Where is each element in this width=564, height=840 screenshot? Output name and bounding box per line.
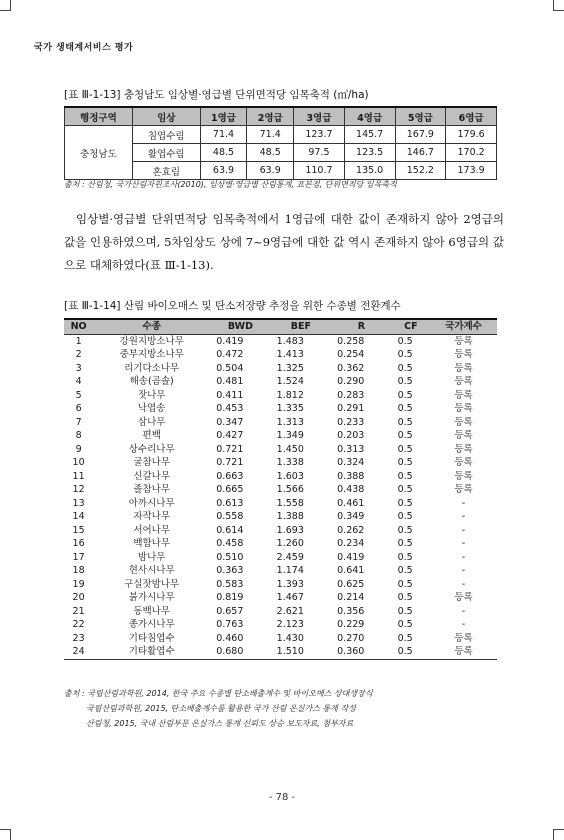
- species-cell: 현사시나무: [128, 565, 175, 577]
- value-cell: 63.9: [247, 162, 294, 180]
- bwd-cell: 0.453: [216, 403, 244, 415]
- table2-header-cell: CF: [392, 319, 430, 334]
- table2-header-cell: BWD: [210, 319, 270, 334]
- species-cell: 리기다소나무: [124, 362, 180, 374]
- bef-cell: 1.566: [276, 484, 304, 496]
- table-row: [64, 348, 497, 362]
- r-cell: 0.234: [337, 538, 365, 550]
- bwd-cell: 0.819: [216, 592, 244, 604]
- table1-header-cell: 임상: [132, 107, 200, 126]
- table-row: [64, 362, 497, 376]
- no-cell: 23: [72, 632, 85, 644]
- r-cell: 0.258: [337, 335, 365, 347]
- cf-cell: 0.5: [397, 538, 413, 550]
- source-line: 출처 : 국립산림과학원, 2014, 한국 주요 수종별 탄소배출계수 및 바이오매스 상대생장식: [64, 689, 373, 698]
- bwd-cell: 0.665: [216, 484, 244, 496]
- table2-header-cell: R: [331, 319, 391, 334]
- bwd-cell: 0.614: [216, 524, 244, 536]
- value-cell: 71.4: [247, 126, 294, 144]
- value-cell: 173.9: [446, 162, 497, 180]
- cf-cell: 0.5: [397, 376, 413, 388]
- national-factor-cell: 등록: [454, 403, 473, 415]
- value-cell: 167.9: [395, 126, 446, 144]
- species-cell: 기타활엽수: [93, 645, 210, 659]
- cf-cell: 0.5: [397, 565, 413, 577]
- table2-source-notes: [64, 686, 373, 731]
- bwd-cell: 0.663: [216, 470, 244, 482]
- crop-mark-top-left: [0, 0, 11, 11]
- no-cell: 8: [75, 430, 82, 442]
- species-cell: 강원지방소나무: [119, 335, 184, 347]
- species-cell: 종가시나무: [128, 619, 175, 631]
- forest-type-cell: 혼효림: [132, 162, 200, 180]
- table-row: [64, 524, 497, 538]
- value-cell: 48.5: [200, 144, 247, 162]
- species-cell: 구실잣밤나무: [124, 578, 180, 590]
- bef-cell: 1.450: [276, 443, 304, 455]
- bef-cell: 1.335: [276, 403, 304, 415]
- source-line: 산림청, 2015, 국내 산림부문 온실가스 통계 신뢰도 상승 보도자료, 첨부자료: [86, 719, 354, 728]
- cf-cell: 0.5: [397, 470, 413, 482]
- no-cell: 12: [72, 484, 85, 496]
- table1-header-cell: 5영급: [395, 107, 446, 126]
- bwd-cell: 0.558: [216, 511, 244, 523]
- value-cell: 146.7: [395, 144, 446, 162]
- value-cell: 110.7: [294, 162, 345, 180]
- table-row: [64, 483, 497, 497]
- bef-cell: 2.123: [276, 619, 304, 631]
- national-factor-cell: 등록: [454, 457, 473, 469]
- no-cell: 24: [64, 645, 93, 659]
- national-factor-cell: 등록: [454, 484, 473, 496]
- species-cell: 백합나무: [133, 538, 171, 550]
- table-row: [64, 537, 497, 551]
- no-cell: 10: [72, 457, 85, 469]
- r-cell: 0.461: [337, 497, 365, 509]
- bwd-cell: 0.472: [216, 349, 244, 361]
- table1-header-row: [65, 107, 497, 126]
- cf-cell: 0.5: [397, 578, 413, 590]
- table1-header-cell: 3영급: [294, 107, 345, 126]
- bef-cell: 1.510: [271, 645, 331, 659]
- cf-cell: 0.5: [397, 619, 413, 631]
- national-factor-cell: 등록: [454, 632, 473, 644]
- species-cell: 서어나무: [133, 524, 171, 536]
- table-row: [64, 605, 497, 619]
- cf-cell: 0.5: [397, 484, 413, 496]
- species-cell: 기타침엽수: [128, 632, 175, 644]
- table-row: [64, 578, 497, 592]
- no-cell: 2: [75, 349, 82, 361]
- no-cell: 11: [72, 470, 85, 482]
- cf-cell: 0.5: [397, 389, 413, 401]
- bwd-cell: 0.763: [216, 619, 244, 631]
- cf-cell: 0.5: [397, 349, 413, 361]
- value-cell: 48.5: [247, 144, 294, 162]
- no-cell: 6: [75, 403, 82, 415]
- table-row: [64, 470, 497, 484]
- bwd-cell: 0.347: [216, 416, 244, 428]
- table-row: [64, 497, 497, 511]
- no-cell: 1: [75, 335, 82, 347]
- species-cell: 잣나무: [137, 389, 166, 401]
- table1-stand-volume: [64, 106, 497, 180]
- bef-cell: 1.313: [276, 416, 304, 428]
- cf-cell: 0.5: [397, 632, 413, 644]
- value-cell: 152.2: [395, 162, 446, 180]
- cf-cell: 0.5: [397, 335, 413, 347]
- bwd-cell: 0.613: [216, 497, 244, 509]
- cf-cell: 0.5: [397, 551, 413, 563]
- table1-header-cell: 6영급: [446, 107, 497, 126]
- table2-header-cell: BEF: [271, 319, 331, 334]
- bef-cell: 1.325: [276, 362, 304, 374]
- bwd-cell: 0.680: [210, 645, 270, 659]
- table1-header-cell: 행정구역: [65, 107, 133, 126]
- national-factor-cell: 등록: [454, 430, 473, 442]
- no-cell: 17: [72, 551, 85, 563]
- crop-mark-bottom-left: [0, 829, 11, 840]
- bwd-cell: 0.460: [216, 632, 244, 644]
- bef-cell: 1.388: [276, 511, 304, 523]
- no-cell: 18: [72, 565, 85, 577]
- value-cell: 123.5: [344, 144, 395, 162]
- r-cell: 0.438: [337, 484, 365, 496]
- bwd-cell: 0.721: [216, 457, 244, 469]
- value-cell: 123.7: [294, 126, 345, 144]
- cf-cell: 0.5: [397, 416, 413, 428]
- no-cell: 22: [72, 619, 85, 631]
- bwd-cell: 0.411: [216, 389, 244, 401]
- value-cell: 71.4: [200, 126, 247, 144]
- table-row: [64, 645, 497, 659]
- bef-cell: 1.174: [276, 565, 304, 577]
- bwd-cell: 0.363: [216, 565, 244, 577]
- cf-cell: 0.5: [397, 457, 413, 469]
- crop-mark-top-right: [553, 0, 564, 11]
- page-number: - 78 -: [268, 792, 296, 803]
- r-cell: 0.233: [337, 416, 365, 428]
- table-row: [64, 416, 497, 430]
- table-row: [64, 389, 497, 403]
- table-row: [64, 618, 497, 632]
- bwd-cell: 0.510: [216, 551, 244, 563]
- value-cell: 63.9: [200, 162, 247, 180]
- source-line: 국립산림과학원, 2015, 탄소배출계수를 활용한 국가 산림 온실가스 통계 작성: [86, 704, 356, 713]
- bwd-cell: 0.657: [216, 605, 244, 617]
- bwd-cell: 0.481: [216, 376, 244, 388]
- national-factor-cell: -: [461, 511, 466, 523]
- national-factor-cell: 등록: [454, 416, 473, 428]
- no-cell: 20: [72, 592, 85, 604]
- table1-header-cell: 1영급: [200, 107, 247, 126]
- species-cell: 동백나무: [133, 605, 171, 617]
- no-cell: 4: [75, 376, 82, 388]
- table2-header-cell: 수종: [93, 319, 210, 334]
- bef-cell: 1.524: [276, 376, 304, 388]
- bwd-cell: 0.458: [216, 538, 244, 550]
- value-cell: 170.2: [446, 144, 497, 162]
- national-factor-cell: 등록: [454, 470, 473, 482]
- national-factor-cell: 등록: [454, 362, 473, 374]
- no-cell: 15: [72, 524, 85, 536]
- table2-header-cell: NO: [64, 319, 93, 334]
- national-factor-cell: -: [461, 524, 466, 536]
- no-cell: 7: [75, 416, 82, 428]
- r-cell: 0.283: [337, 389, 365, 401]
- table-row: [64, 510, 497, 524]
- r-cell: 0.254: [337, 349, 365, 361]
- species-cell: 자작나무: [133, 511, 171, 523]
- table-row: [64, 429, 497, 443]
- value-cell: 97.5: [294, 144, 345, 162]
- national-factor-cell: 등록: [454, 335, 473, 347]
- cf-cell: 0.5: [397, 403, 413, 415]
- species-cell: 졸참나무: [133, 484, 171, 496]
- no-cell: 21: [72, 605, 85, 617]
- r-cell: 0.203: [337, 430, 365, 442]
- species-cell: 상수리나무: [128, 443, 175, 455]
- table2-header-row: [64, 319, 497, 334]
- national-factor-cell: 등록: [454, 376, 473, 388]
- r-cell: 0.362: [337, 362, 365, 374]
- cf-cell: 0.5: [397, 605, 413, 617]
- national-factor-cell: 등록: [454, 443, 473, 455]
- species-cell: 중부지방소나무: [119, 349, 184, 361]
- species-cell: 굴참나무: [133, 457, 171, 469]
- table-row: [64, 456, 497, 470]
- cf-cell: 0.5: [392, 645, 430, 659]
- r-cell: 0.262: [337, 524, 365, 536]
- r-cell: 0.214: [337, 592, 365, 604]
- cf-cell: 0.5: [397, 511, 413, 523]
- species-cell: 낙엽송: [137, 403, 166, 415]
- species-cell: 신갈나무: [133, 470, 171, 482]
- r-cell: 0.290: [337, 376, 365, 388]
- table1-header-cell: 4영급: [344, 107, 395, 126]
- value-cell: 135.0: [344, 162, 395, 180]
- region-cell: 충청남도: [65, 126, 133, 180]
- table-row: [64, 402, 497, 416]
- bef-cell: 1.260: [276, 538, 304, 550]
- table-row: [64, 591, 497, 605]
- r-cell: 0.229: [337, 619, 365, 631]
- bef-cell: 1.467: [276, 592, 304, 604]
- no-cell: 19: [72, 578, 85, 590]
- r-cell: 0.360: [331, 645, 391, 659]
- r-cell: 0.270: [337, 632, 365, 644]
- r-cell: 0.388: [337, 470, 365, 482]
- table2-caption: [표 Ⅲ-1-14] 산림 바이오매스 및 탄소저장량 추정을 위한 수종별 전환계수: [64, 300, 401, 312]
- table1-source-note: 출처 : 산림청, 국가산림자원조사(2010), 임상별·영급별 산림통계, 표본점, 단위면적당 임목축적: [64, 180, 397, 189]
- national-factor-cell: -: [461, 497, 466, 509]
- bef-cell: 1.483: [276, 335, 304, 347]
- body-paragraph: 임상별·영급별 단위면적당 임목축적에서 1영급에 대한 값이 존재하지 않아 2영급의 값을 인용하였으며, 5차임상도 상에 7~9영급에 대한 값 역시 존재하지 않아 6영급의 값으로 대체하였다(표 Ⅲ-1-13).: [64, 212, 504, 272]
- national-factor-cell: -: [461, 538, 466, 550]
- table-row: [64, 564, 497, 578]
- r-cell: 0.313: [337, 443, 365, 455]
- bef-cell: 1.338: [276, 457, 304, 469]
- table2-conversion-factors: [64, 318, 497, 660]
- r-cell: 0.356: [337, 605, 365, 617]
- species-cell: 해송(곰솔): [129, 376, 174, 388]
- crop-mark-bottom-right: [553, 829, 564, 840]
- running-header: 국가 생태계서비스 평가: [34, 43, 134, 53]
- cf-cell: 0.5: [397, 497, 413, 509]
- national-factor-cell: 등록: [430, 645, 497, 659]
- table-row: [64, 551, 497, 565]
- species-cell: 삼나무: [137, 416, 166, 428]
- cf-cell: 0.5: [397, 524, 413, 536]
- bef-cell: 1.393: [276, 578, 304, 590]
- national-factor-cell: -: [461, 565, 466, 577]
- no-cell: 13: [72, 497, 85, 509]
- bef-cell: 1.603: [276, 470, 304, 482]
- bef-cell: 2.621: [276, 605, 304, 617]
- cf-cell: 0.5: [397, 592, 413, 604]
- species-cell: 밤나무: [137, 551, 166, 563]
- bef-cell: 1.693: [276, 524, 304, 536]
- table-row: [64, 375, 497, 389]
- bef-cell: 2.459: [276, 551, 304, 563]
- national-factor-cell: -: [461, 551, 466, 563]
- r-cell: 0.291: [337, 403, 365, 415]
- species-cell: 아까시나무: [128, 497, 175, 509]
- r-cell: 0.625: [337, 578, 365, 590]
- bef-cell: 1.430: [276, 632, 304, 644]
- forest-type-cell: 활엽수림: [132, 144, 200, 162]
- table-row: [64, 443, 497, 457]
- table2-header-cell: 국가계수: [430, 319, 497, 334]
- national-factor-cell: -: [461, 578, 466, 590]
- no-cell: 5: [75, 389, 82, 401]
- table-row: [64, 632, 497, 646]
- bef-cell: 1.812: [276, 389, 304, 401]
- national-factor-cell: 등록: [454, 592, 473, 604]
- table-row: [65, 126, 497, 144]
- forest-type-cell: 침엽수림: [132, 126, 200, 144]
- table1-header-cell: 2영급: [247, 107, 294, 126]
- no-cell: 14: [72, 511, 85, 523]
- species-cell: 편백: [142, 430, 161, 442]
- r-cell: 0.349: [337, 511, 365, 523]
- species-cell: 붉가시나무: [128, 592, 175, 604]
- table1-caption: [표 Ⅲ-1-13] 충청남도 임상별·영급별 단위면적당 임목축적 (㎥/ha): [64, 89, 369, 101]
- r-cell: 0.641: [337, 565, 365, 577]
- no-cell: 16: [72, 538, 85, 550]
- no-cell: 3: [75, 362, 82, 374]
- national-factor-cell: -: [461, 619, 466, 631]
- bef-cell: 1.349: [276, 430, 304, 442]
- national-factor-cell: -: [461, 605, 466, 617]
- cf-cell: 0.5: [397, 362, 413, 374]
- bef-cell: 1.413: [276, 349, 304, 361]
- table2-body: [64, 334, 497, 659]
- no-cell: 9: [75, 443, 82, 455]
- bef-cell: 1.558: [276, 497, 304, 509]
- national-factor-cell: 등록: [454, 389, 473, 401]
- bwd-cell: 0.419: [216, 335, 244, 347]
- bwd-cell: 0.504: [216, 362, 244, 374]
- bwd-cell: 0.721: [216, 443, 244, 455]
- bwd-cell: 0.583: [216, 578, 244, 590]
- national-factor-cell: 등록: [454, 349, 473, 361]
- bwd-cell: 0.427: [216, 430, 244, 442]
- value-cell: 145.7: [344, 126, 395, 144]
- table-row: [64, 334, 497, 348]
- value-cell: 179.6: [446, 126, 497, 144]
- cf-cell: 0.5: [397, 430, 413, 442]
- r-cell: 0.324: [337, 457, 365, 469]
- cf-cell: 0.5: [397, 443, 413, 455]
- r-cell: 0.419: [337, 551, 365, 563]
